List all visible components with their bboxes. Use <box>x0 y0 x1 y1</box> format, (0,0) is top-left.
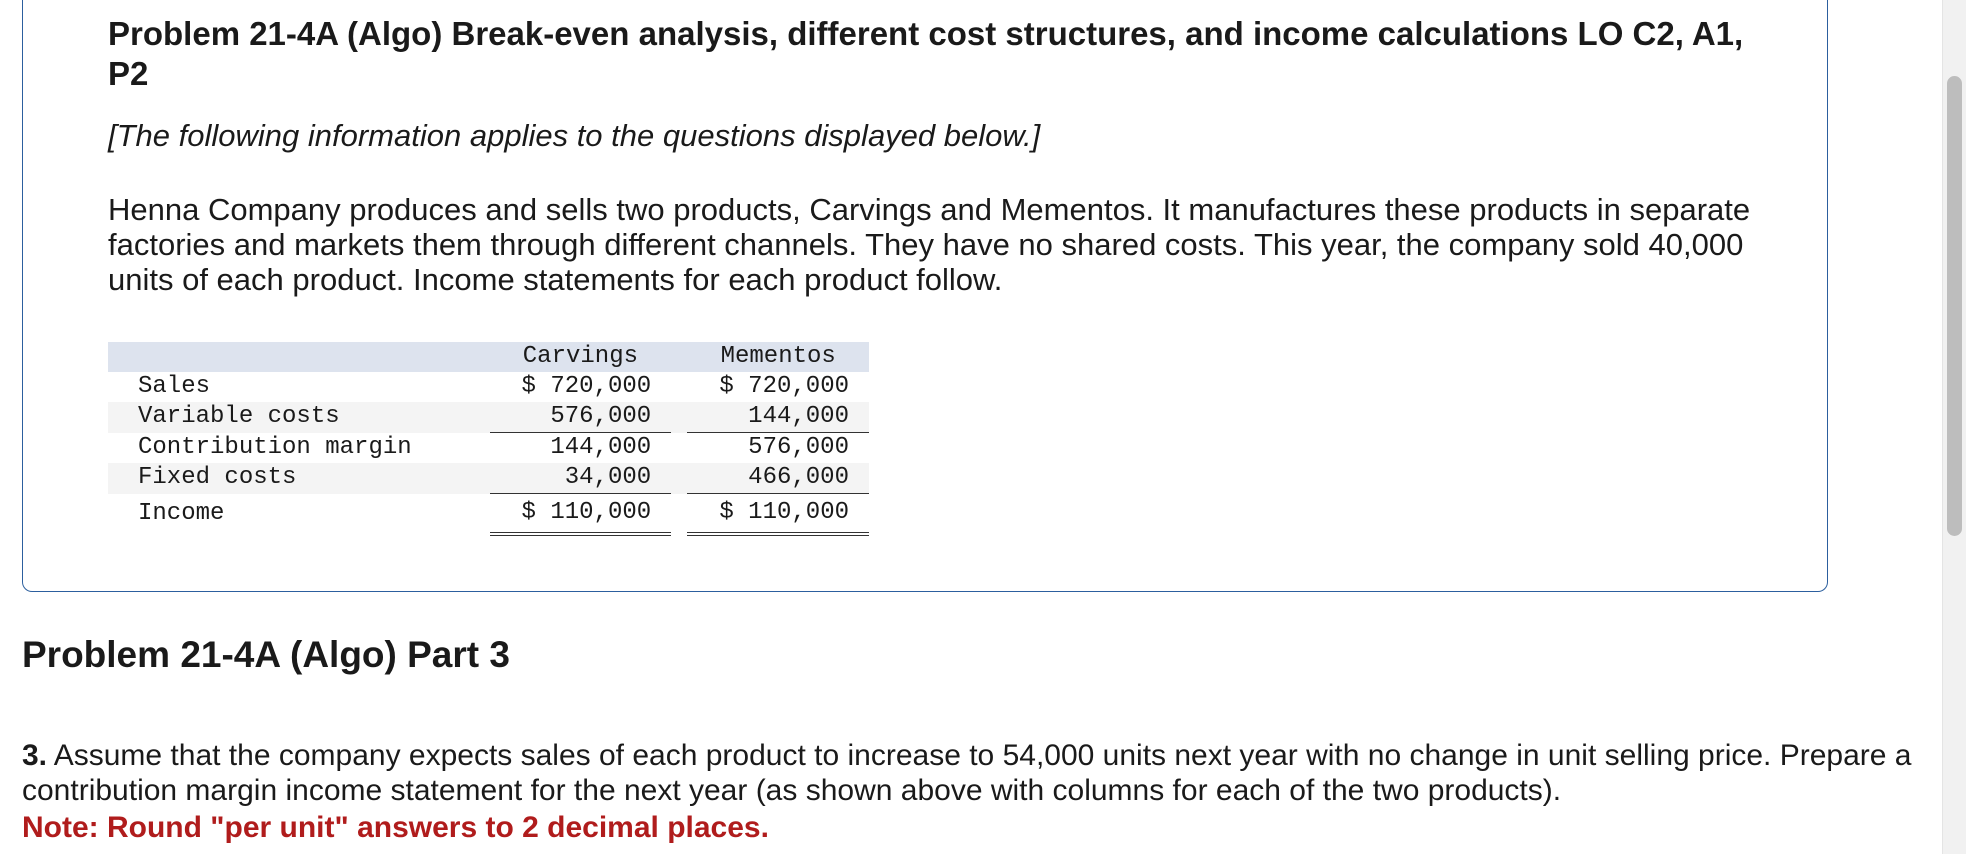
problem-description: Henna Company produces and sells two products, Carvings and Mementos. It manufactures these products in separate factories and markets them through different channels. They have no shared costs. This year, the company sold 40,000 units of each product. Income statements for each product follow. <box>108 192 1751 297</box>
mementos-value: 576,000 <box>748 434 849 461</box>
row-label: Contribution margin <box>138 433 412 461</box>
mementos-value: $ 720,000 <box>719 373 849 400</box>
table-row-variable-costs <box>108 402 869 433</box>
vertical-scrollbar[interactable] <box>1942 0 1966 854</box>
table-row-income <box>108 494 869 535</box>
mementos-value: $ 110,000 <box>687 494 869 535</box>
scrollbar-thumb[interactable] <box>1947 76 1962 536</box>
row-label: Income <box>138 499 225 527</box>
question-text <box>22 738 1922 808</box>
table-header-row <box>108 342 869 372</box>
rounding-note: Note: Round "per unit" answers to 2 decimal places. <box>22 811 769 844</box>
intro-text: [The following information applies to the questions displayed below.] <box>108 118 1041 153</box>
carvings-value: 576,000 <box>490 402 672 433</box>
mementos-value: 466,000 <box>687 463 869 494</box>
row-label: Variable costs <box>138 403 340 431</box>
part-title: Problem 21-4A (Algo) Part 3 <box>22 634 510 675</box>
question-body: Assume that the company expects sales of each product to increase to 54,000 units next year with no change in unit selling price. Prepare a contribution margin income statement for the next year (as shown above with columns for each of the two products). <box>22 739 1912 807</box>
row-label: Sales <box>138 373 211 400</box>
row-label: Fixed costs <box>138 464 297 492</box>
carvings-value: 144,000 <box>550 434 652 461</box>
header-label-cell <box>108 342 490 372</box>
problem-title: Problem 21-4A (Algo) Break-even analysis, different cost structures, and income calculations LO C2, A1, P2 <box>108 15 1744 92</box>
table-row-fixed-costs <box>108 463 869 494</box>
header-carvings: Carvings <box>522 343 638 370</box>
carvings-value: $ 110,000 <box>490 494 672 535</box>
mementos-value: 144,000 <box>687 402 869 433</box>
header-mementos: Mementos <box>720 343 836 370</box>
carvings-value: $ 720,000 <box>521 373 652 400</box>
carvings-value: 34,000 <box>490 463 672 494</box>
table-row-sales <box>108 372 869 402</box>
income-statement-table <box>108 342 869 536</box>
question-number: 3. <box>22 739 48 772</box>
table-row-contribution-margin <box>108 433 869 464</box>
